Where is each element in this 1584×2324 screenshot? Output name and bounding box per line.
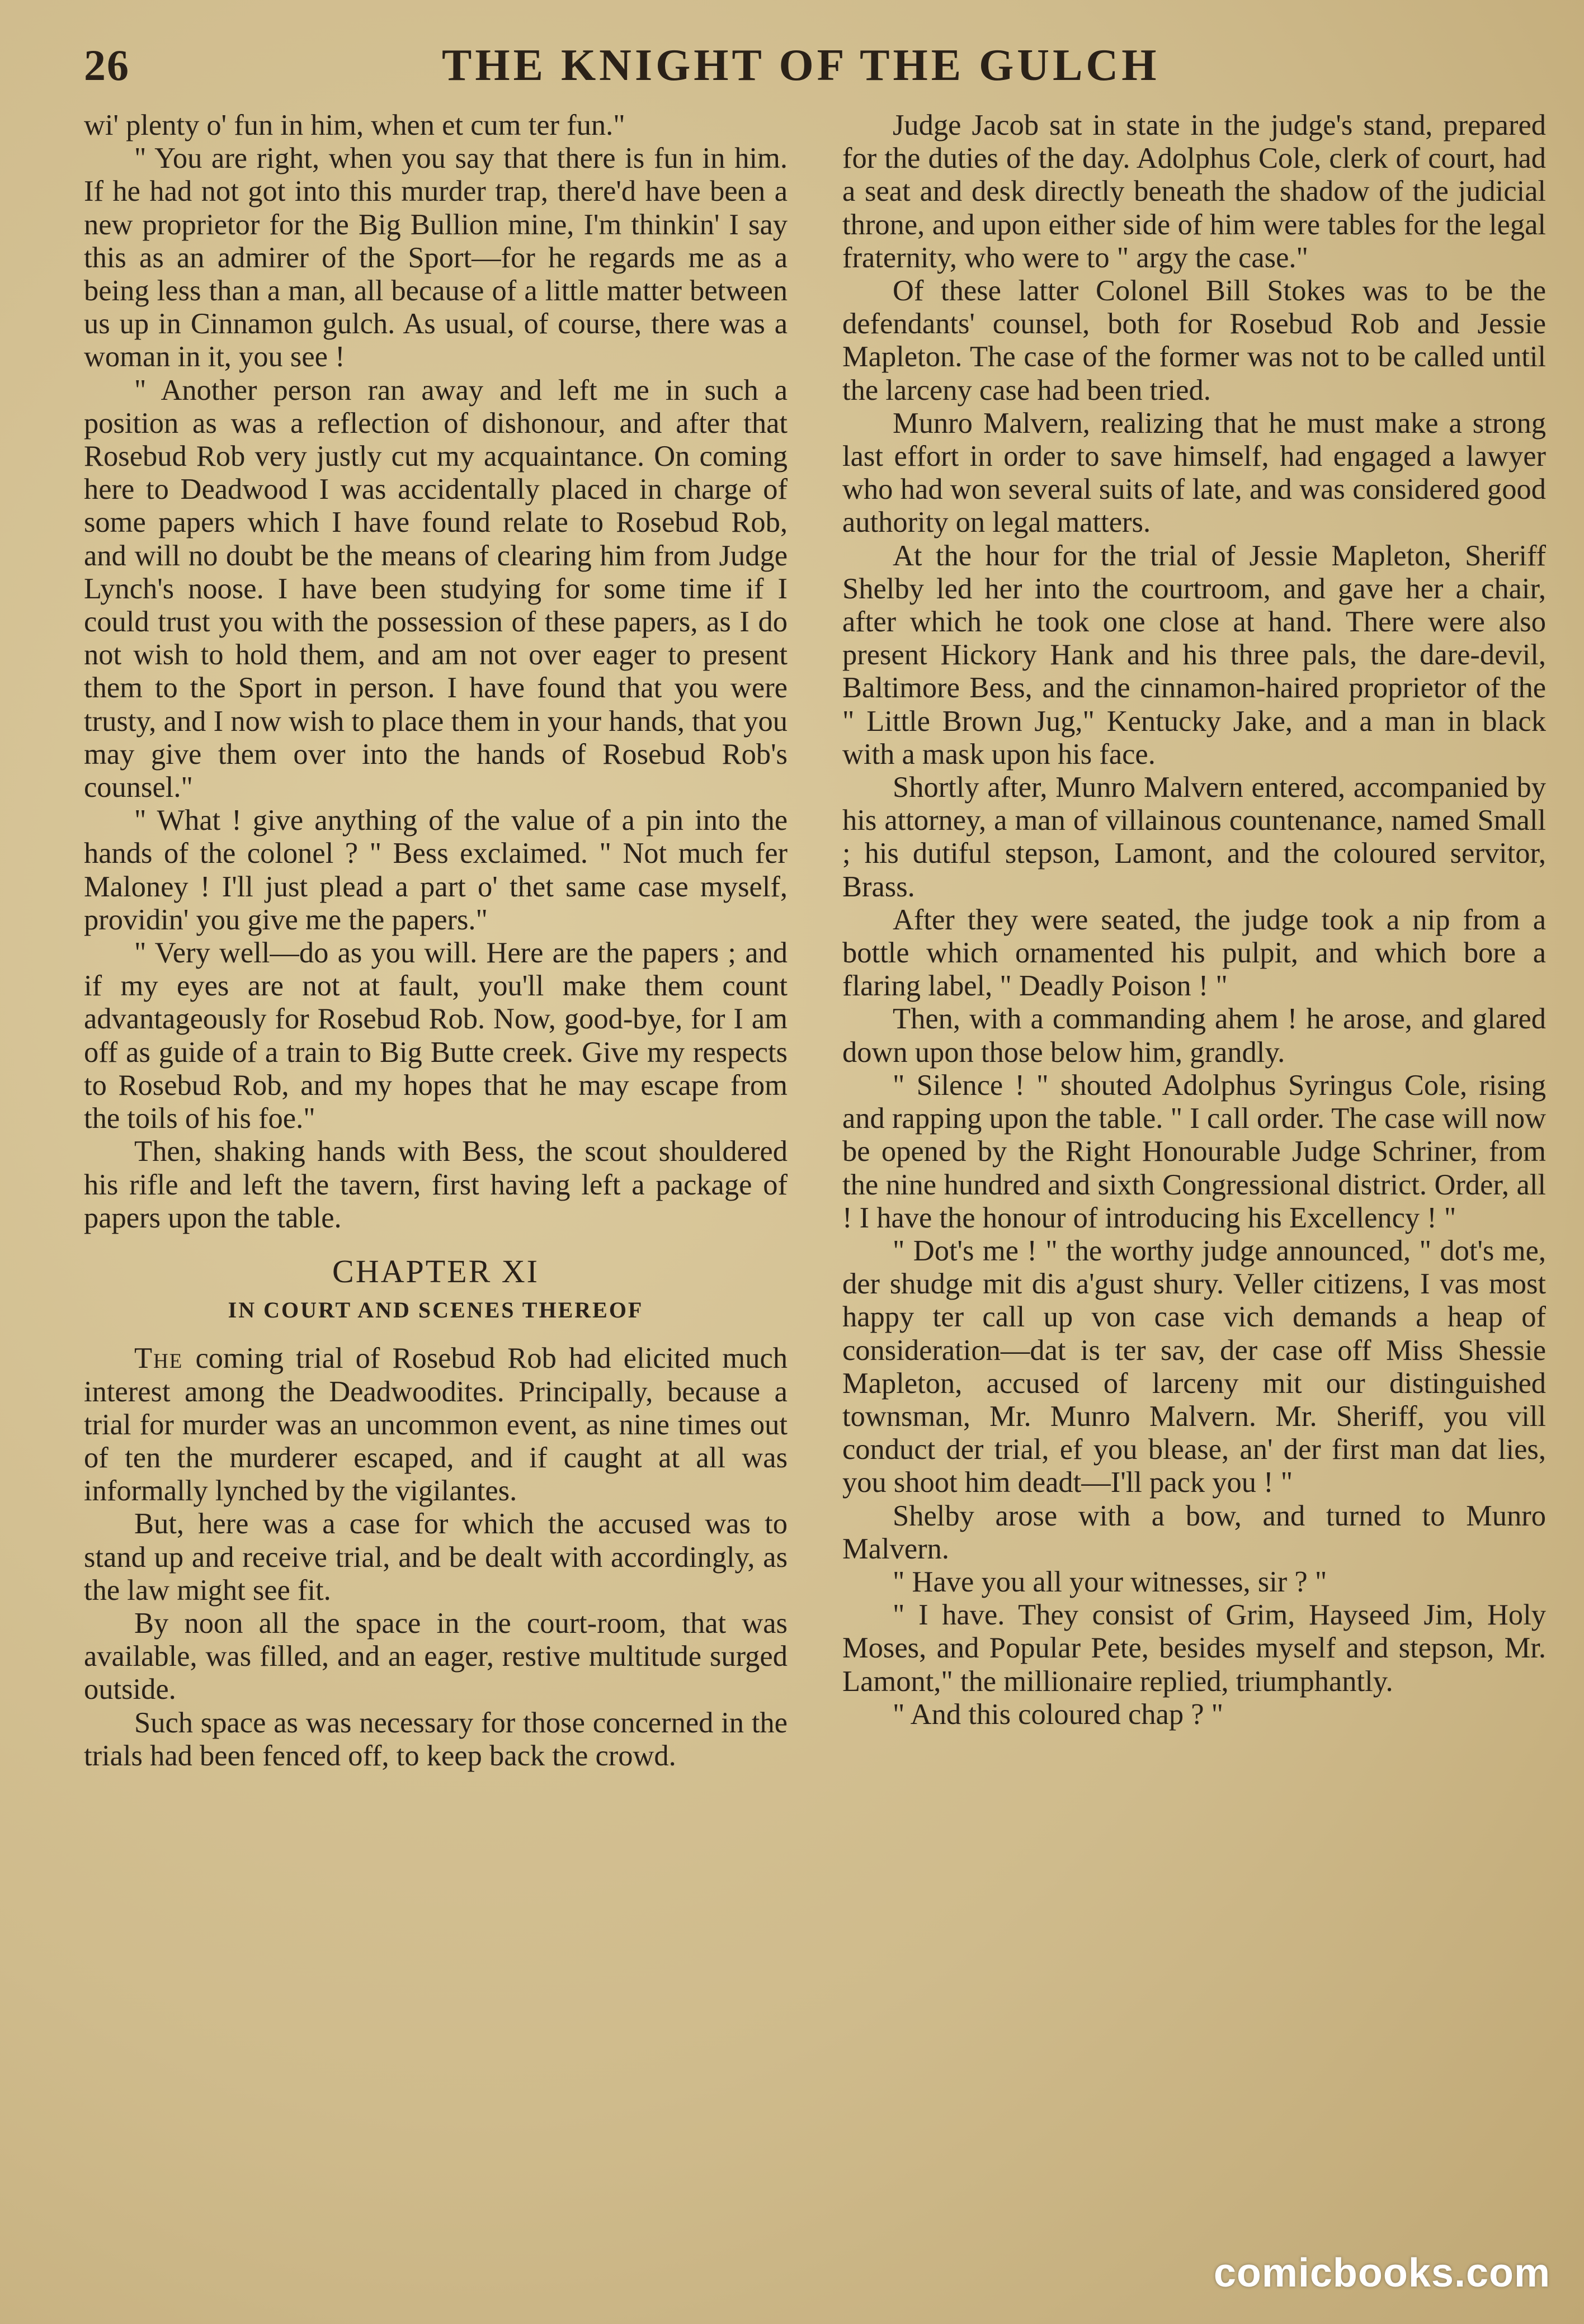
chapter-first-word: The xyxy=(134,1342,183,1375)
right-column xyxy=(842,109,1546,1731)
paragraph: " You are right, when you say that there is fun in him. If he had not got into this murder trap, there'd have been a new proprietor for the Big Bullion mine, I'm thinkin' I say this as an admirer of the Sport—for he regards me as a being less than a man, all because of a little matter between us up in Cinnamon gulch. As usual, of course, there was a woman in it, you see ! xyxy=(84,142,788,374)
paragraph: But, here was a case for which the accused was to stand up and receive trial, and be dealt with accordingly, as the law might see fit. xyxy=(84,1508,788,1607)
paragraph: " Have you all your witnesses, sir ? " xyxy=(893,1565,1327,1598)
paragraph: Then, with a commanding ahem ! he arose, and glared down upon those below him, grandly. xyxy=(842,1003,1546,1069)
paragraph: " Silence ! " shouted Adolphus Syringus Cole, rising and rapping upon the table. " I call order. The case will now be opened by the Right Honourable Judge Schriner, from the nine hundred and sixth Congressional district. Order, all ! I have the honour of introducing his Excellency ! " xyxy=(842,1069,1546,1234)
running-title: THE KNIGHT OF THE GULCH xyxy=(442,41,1160,90)
paragraph: Such space as was necessary for those concerned in the trials had been fenced off, to keep back the crowd. xyxy=(84,1706,788,1772)
page-number: 26 xyxy=(84,41,130,89)
chapter-first-paragraph xyxy=(84,1342,788,1508)
paragraph: By noon all the space in the court-room, that was available, was filled, and an eager, restive multitude surged outside. xyxy=(84,1607,788,1706)
paragraph: Then, shaking hands with Bess, the scout shouldered his rifle and left the tavern, first having left a package of papers upon the table. xyxy=(84,1135,788,1234)
paragraph: " What ! give anything of the value of a pin into the hands of the colonel ? " Bess exclaimed. " Not much fer Maloney ! I'll just plead a part o' thet same case myself, providin' you give me the papers." xyxy=(84,804,788,936)
paragraph: Shelby arose with a bow, and turned to Munro Malvern. xyxy=(842,1499,1546,1565)
paragraph: After they were seated, the judge took a nip from a bottle which ornamented his pulpit, and which bore a flaring label, " Deadly Poison ! " xyxy=(842,903,1546,1003)
paragraph: wi' plenty o' fun in him, when et cum ter fun." xyxy=(84,109,625,141)
paragraph: " And this coloured chap ? " xyxy=(893,1698,1224,1731)
paragraph: At the hour for the trial of Jessie Mapleton, Sheriff Shelby led her into the courtroom, and gave her a chair, after which he took one close at hand. There were also present Hickory Hank and his three pals, the dare-devil, Baltimore Bess, and the cinnamon-haired proprietor of the " Little Brown Jug," Kentucky Jake, and a man in black with a mask upon his face. xyxy=(842,539,1546,771)
site-watermark: comicbooks.com xyxy=(1213,2251,1550,2295)
chapter-subtitle: IN COURT AND SCENES THEREOF xyxy=(228,1297,644,1323)
page-header xyxy=(84,40,1527,102)
paragraph: Of these latter Colonel Bill Stokes was to be the defendants' counsel, both for Rosebud Rob and Jessie Mapleton. The case of the former was not to be called until the larceny case had been tried. xyxy=(842,275,1546,407)
paragraph-text: coming trial of Rosebud Rob had elicited much interest among the Deadwoodites. Principally, because a trial for murder was an uncommon event, as nine times out of ten the murderer escaped, and if caught at all was informally lynched by the vigilantes. xyxy=(84,1342,788,1508)
paragraph: " Dot's me ! " the worthy judge announced, " dot's me, der shudge mit dis a'gust shury. Veller citizens, I vas most happy ter call up von case vich demands a heap of consideration—dat is ter sav, der case off Miss Shessie Mapleton, accused of larceny mit our distinguished townsman, Mr. Munro Malvern. Mr. Sheriff, you vill conduct der trial, ef you blease, an' der first man dat lies, you shoot him deadt—I'll pack you ! " xyxy=(842,1234,1546,1499)
paragraph: " Another person ran away and left me in such a position as was a reflection of dishonour, and after that Rosebud Rob very justly cut my acquaintance. On coming here to Deadwood I was accidentally placed in charge of some papers which I have found relate to Rosebud Rob, and will no doubt be the means of clearing him from Judge Lynch's noose. I have been studying for some time if I could trust you with the possession of these papers, as I do not wish to hold them, and am not over eager to present them to the Sport in person. I have found that you were trusty, and I now wish to place them in your hands, that you may give them over into the hands of Rosebud Rob's counsel." xyxy=(84,374,788,804)
chapter-title: CHAPTER XI xyxy=(332,1253,539,1289)
left-column xyxy=(84,109,788,1773)
paragraph: " I have. They consist of Grim, Hayseed Jim, Holy Moses, and Popular Pete, besides myself and stepson, Mr. Lamont," the millionaire replied, triumphantly. xyxy=(842,1599,1546,1698)
paragraph: " Very well—do as you will. Here are the papers ; and if my eyes are not at fault, you'll make them count advantageously for Rosebud Rob. Now, good-bye, for I am off as guide of a train to Big Butte creek. Give my respects to Rosebud Rob, and my hopes that he may escape from the toils of his foe." xyxy=(84,937,788,1135)
paragraph: Munro Malvern, realizing that he must make a strong last effort in order to save himself, had engaged a lawyer who had won several suits of late, and was considered good authority on legal matters. xyxy=(842,407,1546,539)
paragraph: Judge Jacob sat in state in the judge's stand, prepared for the duties of the day. Adolphus Cole, clerk of court, had a seat and desk directly beneath the shadow of the judicial throne, and upon either side of him were tables for the legal fraternity, who were to " argy the case." xyxy=(842,109,1546,274)
paragraph: Shortly after, Munro Malvern entered, accompanied by his attorney, a man of villainous countenance, named Small ; his dutiful stepson, Lamont, and the coloured servitor, Brass. xyxy=(842,771,1546,903)
